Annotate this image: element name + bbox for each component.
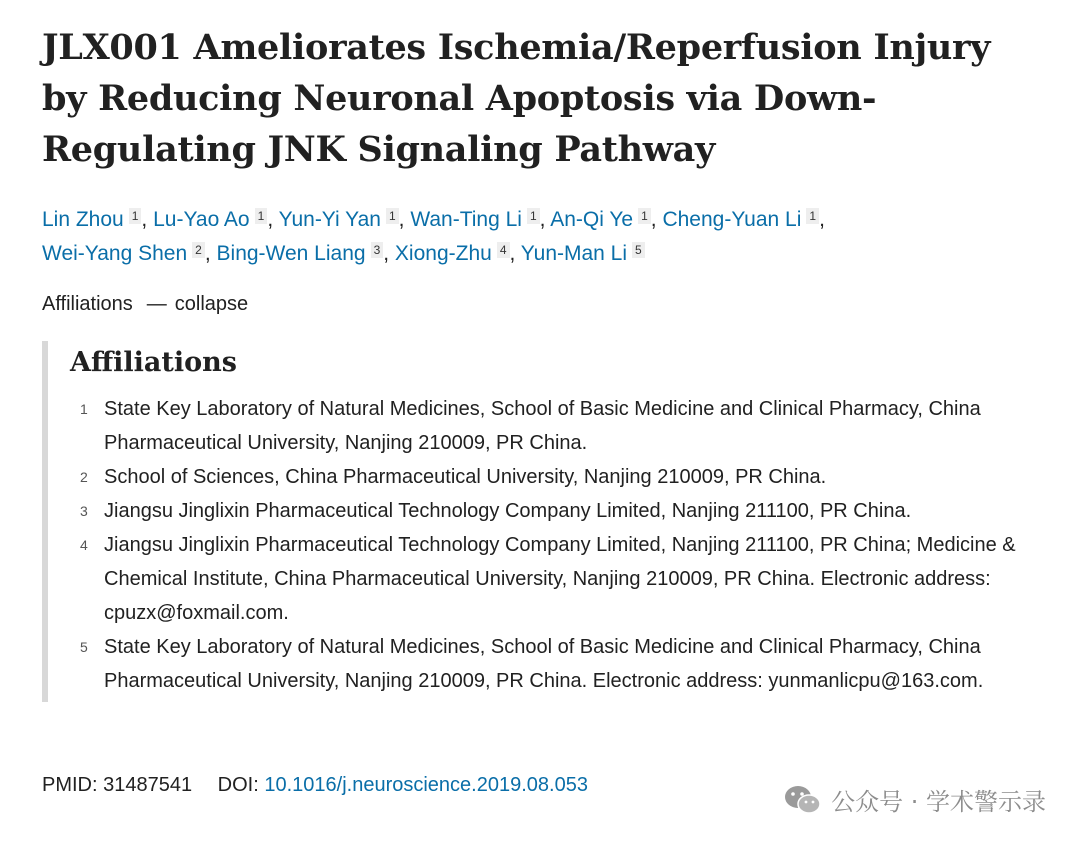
author-link[interactable]: Yun-Man Li	[520, 242, 628, 265]
affiliation-text: Jiangsu Jinglixin Pharmaceutical Technology Company Limited, Nanjing 211100, PR China.	[104, 500, 912, 522]
affiliation-text: State Key Laboratory of Natural Medicines, School of Basic Medicine and Clinical Pharmacy, China Pharmaceutical University, Nanjing 210009, PR China. Electronic address: yunmanlicpu@163.com.	[104, 636, 984, 692]
author-link[interactable]: Bing-Wen Liang	[216, 242, 366, 265]
affiliation-marker[interactable]: 1	[255, 208, 268, 224]
author-entry	[662, 208, 819, 231]
watermark	[783, 782, 1046, 817]
affiliations-toggle-label: Affiliations	[42, 293, 133, 315]
author-list: Lin Zhou $^1$ , Lu-Yao Ao $^1$ , Yun-Yi Yan $^1$ , Wan-Ting Li $^1$ , An-Qi Ye $^1$ , Cheng-Yuan Li $^1$ , Wei-Yang Shen $^2$ , Bing-Wen Liang $^3$ , Xiong-Zhu $^4$ , Yun-Man Li $^5$	[42, 208, 825, 265]
affiliation-text: School of Sciences, China Pharmaceutical University, Nanjing 210009, PR China.	[104, 466, 827, 488]
author-entry	[279, 208, 399, 231]
affiliation-number: 2	[80, 469, 88, 485]
affiliation-marker[interactable]: 1	[386, 208, 399, 224]
author-link[interactable]: Lin Zhou	[42, 208, 124, 231]
affiliation-item	[70, 630, 1042, 698]
author-link[interactable]: Lu-Yao Ao	[153, 208, 250, 231]
pmid-value: 31487541	[103, 774, 193, 796]
author-entry	[395, 242, 510, 265]
affiliations-heading: Affiliations	[70, 347, 237, 378]
affiliation-number: 5	[80, 639, 88, 655]
author-link[interactable]: Wei-Yang Shen	[42, 242, 188, 265]
affiliations-toggle[interactable]	[42, 289, 1042, 319]
doi-label: DOI:	[217, 774, 259, 796]
affiliation-marker[interactable]: 2	[192, 242, 205, 258]
affiliation-number: 3	[80, 503, 88, 519]
affiliation-text: State Key Laboratory of Natural Medicines, School of Basic Medicine and Clinical Pharmacy, China Pharmaceutical University, Nanjing 210009, PR China.	[104, 398, 981, 454]
affiliation-number: 4	[80, 537, 88, 553]
author-link[interactable]: Cheng-Yuan Li	[662, 208, 802, 231]
collapse-link[interactable]: collapse	[174, 293, 249, 315]
doi-link[interactable]: 10.1016/j.neuroscience.2019.08.053	[264, 774, 588, 796]
wechat-icon	[783, 783, 823, 817]
author-entry	[42, 242, 205, 265]
article-page	[42, 22, 1042, 702]
article-title: JLX001 Ameliorates Ischemia/Reperfusion Injury by Reducing Neuronal Apoptosis via Down-Regulating JNK Signaling Pathway	[42, 27, 991, 170]
affiliations-list	[70, 392, 1042, 698]
affiliation-item	[70, 494, 1042, 528]
pmid-label: PMID:	[42, 774, 98, 796]
author-link[interactable]: An-Qi Ye	[550, 208, 634, 231]
author-entry	[521, 242, 645, 265]
affiliation-marker[interactable]: 1	[806, 208, 819, 224]
affiliation-item	[70, 460, 1042, 494]
watermark-text: 公众号 · 学术警示录	[831, 788, 1046, 816]
affiliation-marker[interactable]: 1	[527, 208, 540, 224]
author-entry	[217, 242, 384, 265]
author-entry	[550, 208, 651, 231]
affiliations-panel	[42, 341, 1042, 702]
author-link[interactable]: Wan-Ting Li	[410, 208, 522, 231]
dash-icon: —	[146, 293, 167, 315]
affiliation-marker[interactable]: 4	[497, 242, 510, 258]
author-entry	[153, 208, 267, 231]
author-entry	[410, 208, 539, 231]
affiliation-marker[interactable]: 3	[371, 242, 384, 258]
affiliation-text: Jiangsu Jinglixin Pharmaceutical Technology Company Limited, Nanjing 211100, PR China; Medicine & Chemical Institute, China Pharmaceutical University, Nanjing 210009, PR China. Electronic address: cpuzx@foxmail.com.	[104, 534, 1016, 624]
affiliation-number: 1	[80, 401, 88, 417]
affiliation-item	[70, 528, 1042, 630]
affiliation-marker[interactable]: 1	[638, 208, 651, 224]
author-entry	[42, 208, 141, 231]
author-link[interactable]: Yun-Yi Yan	[278, 208, 381, 231]
identifiers	[42, 774, 588, 797]
affiliation-marker[interactable]: 5	[632, 242, 645, 258]
affiliation-item	[70, 392, 1042, 460]
affiliation-marker[interactable]: 1	[129, 208, 142, 224]
author-link[interactable]: Xiong-Zhu	[394, 242, 492, 265]
